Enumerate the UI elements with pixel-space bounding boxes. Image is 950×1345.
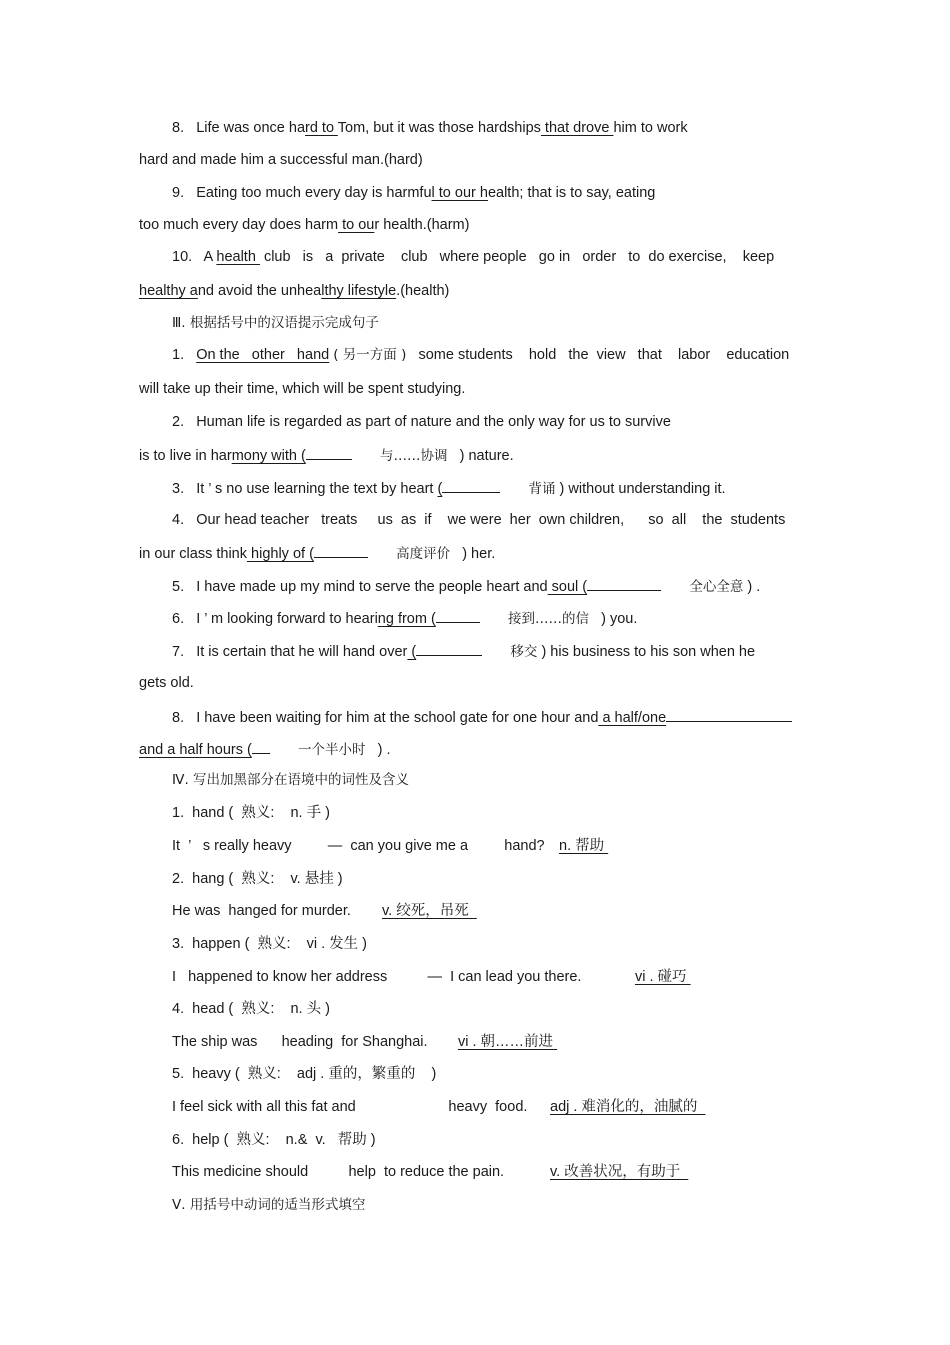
- answer-blank: v. 改善状况，有助于: [550, 1164, 689, 1180]
- answer-blank: health: [216, 249, 260, 265]
- blank-line: [442, 478, 500, 493]
- question-text: Tom, but it was those hardships: [337, 120, 541, 136]
- answer-blank: mony with (: [231, 448, 306, 464]
- vocab-item-head: 1. hand ( 熟义: n. 手 ): [172, 805, 330, 821]
- answer-blank: to ou: [338, 217, 375, 233]
- answer-blank: highly of (: [247, 546, 314, 562]
- question-8-line2: hard and made him a successful man.(hard): [139, 152, 423, 168]
- question-10-line2: healthy and avoid the unhealthy lifestyle.(health): [139, 283, 450, 299]
- blank-line: [587, 576, 661, 591]
- blank-line: [416, 641, 482, 656]
- section-heading: Ⅲ. 根据括号中的汉语提示完成句子: [172, 315, 379, 331]
- vocab-item-sentence: This medicine should help to reduce the pain.: [172, 1164, 505, 1180]
- question-1-line2: will take up their time, which will be spent studying.: [139, 381, 466, 397]
- answer-blank: (: [407, 644, 417, 660]
- answer-blank: a half/one: [598, 710, 667, 726]
- question-1: 1. On the other hand ( 另一方面 ) some students hold the view that labor education: [172, 347, 790, 363]
- vocab-item-sentence: I happened to know her address — I can lead you there.: [172, 969, 582, 985]
- answer-blank: rd to: [305, 120, 338, 136]
- question-5: 5. I have made up my mind to serve the people heart and soul ( 全心全意 ) .: [172, 576, 760, 596]
- blank-line: [436, 608, 480, 623]
- section-heading: Ⅴ. 用括号中动词的适当形式填空: [172, 1197, 366, 1213]
- question-number: 10.: [172, 249, 193, 265]
- question-6: 6. I ’ m looking forward to hearing from ( 接到……的信 ) you.: [172, 608, 637, 628]
- answer-blank: and a half hours (: [139, 742, 252, 758]
- vocab-item-head: 6. help ( 熟义: n.& v. 帮助 ): [172, 1132, 376, 1148]
- answer-blank: adj . 难消化的，油腻的: [550, 1099, 706, 1115]
- answer-blank: healthy a: [139, 283, 198, 299]
- vocab-item-head: 2. hang ( 熟义: v. 悬挂 ): [172, 871, 343, 887]
- section-heading: Ⅳ. 写出加黑部分在语境中的词性及含义: [172, 772, 410, 788]
- answer-blank: l to our h: [431, 185, 488, 201]
- vocab-item-head: 5. heavy ( 熟义: adj . 重的，繁重的 ): [172, 1066, 437, 1082]
- answer-blank: n. 帮助: [559, 838, 609, 854]
- answer-blank: ng from (: [377, 611, 436, 627]
- question-4: 4. Our head teacher treats us as if we were her own children, so all the students: [172, 512, 786, 528]
- chinese-hint: 背诵: [528, 481, 556, 497]
- vocab-item-sentence: He was hanged for murder.: [172, 903, 351, 919]
- vocab-item-sentence: I feel sick with all this fat and heavy food.: [172, 1099, 528, 1115]
- chinese-hint: 全心全意: [689, 579, 744, 595]
- answer-blank: vi . 朝……前进: [458, 1034, 558, 1050]
- chinese-hint: ( 另一方面 ): [333, 347, 407, 363]
- question-number: 9.: [172, 185, 185, 201]
- question-text: him to work: [613, 120, 688, 136]
- vocab-item-head: 4. head ( 熟义: n. 头 ): [172, 1001, 330, 1017]
- blank-line: [666, 707, 792, 722]
- question-7: 7. It is certain that he will hand over ( 移交 ) his business to his son when he: [172, 641, 755, 661]
- question-4-line2: in our class think highly of ( 高度评价 ) her.: [139, 543, 495, 563]
- answer-blank: v. 绞死，吊死: [382, 903, 477, 919]
- vocab-item-sentence: It ’ s really heavy — can you give me a hand?: [172, 838, 545, 854]
- question-7-line2: gets old.: [139, 675, 194, 691]
- question-2: 2. Human life is regarded as part of nature and the only way for us to survive: [172, 414, 671, 430]
- blank-line: [252, 739, 270, 754]
- chinese-hint: 与……协调: [380, 448, 448, 464]
- question-number: 8.: [172, 120, 185, 136]
- question-text: Eating too much every day is harmfu: [196, 185, 432, 201]
- question-8: 8. I have been waiting for him at the school gate for one hour and a half/one: [172, 707, 792, 727]
- blank-line: [306, 445, 352, 460]
- chinese-hint: 移交: [510, 644, 538, 660]
- answer-blank: that drove: [540, 120, 614, 136]
- vocab-item-sentence: The ship was heading for Shanghai.: [172, 1034, 428, 1050]
- answer-blank: soul (: [547, 579, 588, 595]
- question-9: [172, 184, 655, 202]
- question-text: ealth; that is to say, eating: [487, 185, 656, 201]
- question-8-line2: and a half hours ( 一个半小时 ) .: [139, 739, 391, 759]
- question-2-line2: is to live in harmony with ( 与……协调 ) nature.: [139, 445, 514, 465]
- vocab-item-head: 3. happen ( 熟义: vi . 发生 ): [172, 936, 368, 952]
- question-10: 10. A health club is a private club where people go in order to do exercise, keep: [172, 249, 775, 265]
- answer-blank: vi . 碰巧: [635, 969, 691, 985]
- answer-blank: On the other hand: [196, 347, 330, 363]
- chinese-hint: 高度评价: [396, 546, 451, 562]
- chinese-hint: 一个半小时: [298, 742, 366, 758]
- question-9-line2: too much every day does harm to our health.(harm): [139, 217, 470, 233]
- question-3: 3. It ’ s no use learning the text by heart ( 背诵 ) without understanding it.: [172, 478, 726, 498]
- question-text: Life was once ha: [196, 120, 306, 136]
- answer-blank: (: [437, 481, 443, 497]
- blank-line: [314, 543, 368, 558]
- answer-blank: lthy lifestyle: [321, 283, 397, 299]
- question-8: [172, 119, 688, 137]
- chinese-hint: 接到……的信: [508, 611, 590, 627]
